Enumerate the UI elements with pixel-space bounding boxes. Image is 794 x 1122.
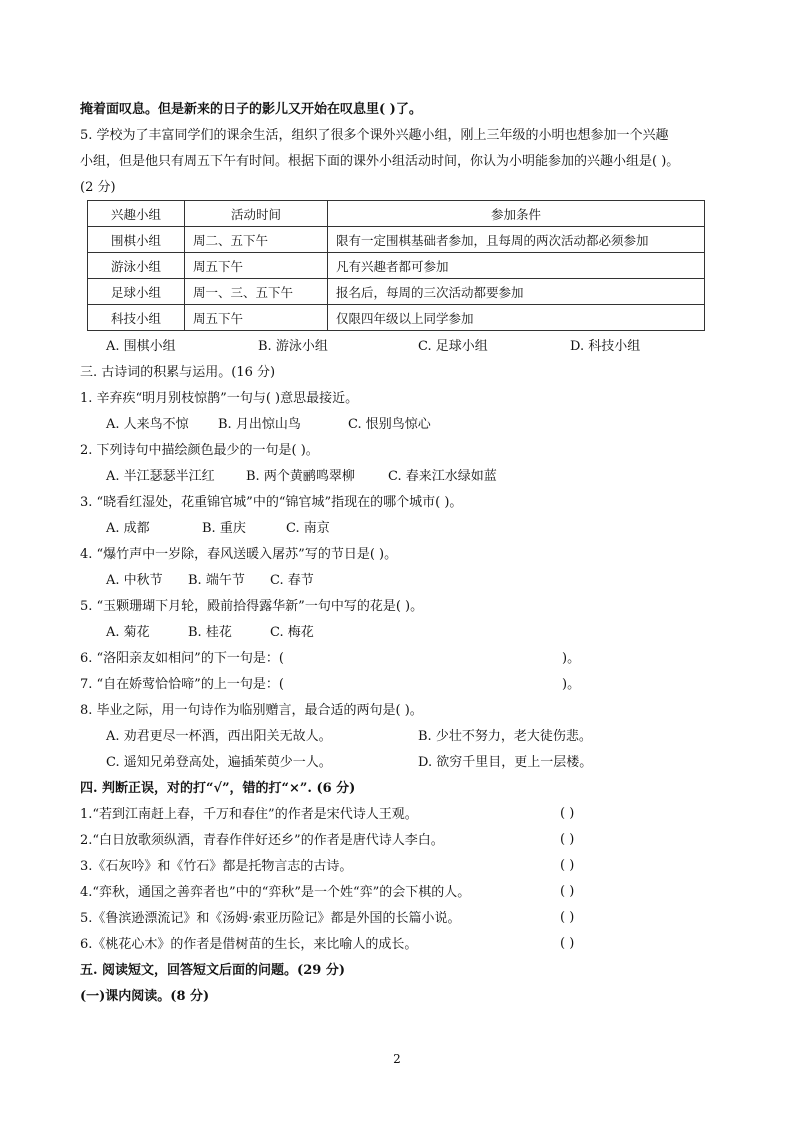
section3-title: 三. 古诗词的积累与运用。(16 分) <box>80 365 276 380</box>
table-cell: 周二、五下午 <box>185 227 328 253</box>
table-cell: 周五下午 <box>185 305 328 331</box>
s3-q8-option-c: C. 遥知兄弟登高处，遍插茱萸少一人。 <box>106 755 332 770</box>
s3-q8-option-b: B. 少壮不努力，老大徒伤悲。 <box>418 729 592 744</box>
q5-line1: 5. 学校为了丰富同学们的课余生活，组织了很多个课外兴趣小组，刚上三年级的小明也想参加一个兴趣 <box>80 128 669 143</box>
table-cell: 仅限四年级以上同学参加 <box>328 305 705 331</box>
table-cell: 周一、三、五下午 <box>185 279 328 305</box>
s4-item-3: 3.《石灰吟》和《竹石》都是托物言志的古诗。 <box>80 859 353 874</box>
s3-q1-option-a: A. 人来鸟不惊 <box>106 417 189 432</box>
s4-item-4: 4.“弈秋，通国之善弈者也”中的“弈秋”是一个姓“弈”的会下棋的人。 <box>80 885 471 900</box>
s3-q3-option-a: A. 成都 <box>106 521 150 536</box>
s3-q4-option-a: A. 中秋节 <box>106 573 163 588</box>
table-header-row <box>88 201 705 227</box>
table-cell: 报名后，每周的三次活动都要参加 <box>328 279 705 305</box>
table-cell: 围棋小组 <box>88 227 185 253</box>
s3-q1-option-b: B. 月出惊山鸟 <box>218 417 301 432</box>
intro-tail: 掩着面叹息。但是新来的日子的影儿又开始在叹息里( )了。 <box>80 102 422 117</box>
s3-q6: 6. “洛阳亲友如相问”的下一句是：( <box>80 651 284 666</box>
q5-option-b: B. 游泳小组 <box>258 339 328 354</box>
s3-q4: 4. “爆竹声中一岁除，春风送暖入屠苏”写的节日是( )。 <box>80 547 398 562</box>
q5-line3: (2 分) <box>80 180 116 195</box>
q5-option-a: A. 围棋小组 <box>106 339 176 354</box>
q5-line2: 小组，但是他只有周五下午有时间。根据下面的课外小组活动时间，你认为小明能参加的兴趣小组是( )。 <box>80 154 680 169</box>
table-header: 参加条件 <box>328 201 705 227</box>
s4-item-1: 1.“若到江南赶上春，千万和春住”的作者是宋代诗人王观。 <box>80 807 418 822</box>
table-row <box>88 227 705 253</box>
table-row <box>88 253 705 279</box>
answer-bracket[interactable]: ( ) <box>560 884 575 899</box>
s3-q2-option-a: A. 半江瑟瑟半江红 <box>106 469 215 484</box>
s3-q5: 5. “玉颗珊瑚下月轮，殿前拾得露华新”一句中写的花是( )。 <box>80 599 424 614</box>
s3-q8-option-d: D. 欲穷千里目，更上一层楼。 <box>418 755 593 770</box>
s3-q8-option-a: A. 劝君更尽一杯酒，西出阳关无故人。 <box>106 729 332 744</box>
table-cell: 限有一定围棋基础者参加，且每周的两次活动都必须参加 <box>328 227 705 253</box>
table-cell: 足球小组 <box>88 279 185 305</box>
table-cell: 凡有兴趣者都可参加 <box>328 253 705 279</box>
s3-q7: 7. “自在娇莺恰恰啼”的上一句是：( <box>80 677 284 692</box>
s3-q2-option-c: C. 春来江水绿如蓝 <box>388 469 497 484</box>
s3-q4-option-c: C. 春节 <box>270 573 314 588</box>
answer-bracket[interactable]: ( ) <box>560 910 575 925</box>
table-row <box>88 279 705 305</box>
s3-q4-option-b: B. 端午节 <box>188 573 245 588</box>
section5-subtitle: (一)课内阅读。(8 分) <box>80 989 210 1004</box>
s3-q6-end: )。 <box>562 651 581 666</box>
table-cell: 周五下午 <box>185 253 328 279</box>
answer-bracket[interactable]: ( ) <box>560 936 575 951</box>
q5-option-c: C. 足球小组 <box>418 339 488 354</box>
table-cell: 游泳小组 <box>88 253 185 279</box>
answer-bracket[interactable]: ( ) <box>560 832 575 847</box>
s3-q3-option-b: B. 重庆 <box>202 521 246 536</box>
s3-q8: 8. 毕业之际，用一句诗作为临别赠言，最合适的两句是( )。 <box>80 703 423 718</box>
table-header: 活动时间 <box>185 201 328 227</box>
answer-bracket[interactable]: ( ) <box>560 858 575 873</box>
s3-q3-option-c: C. 南京 <box>286 521 330 536</box>
s3-q2: 2. 下列诗句中描绘颜色最少的一句是( )。 <box>80 443 319 458</box>
table-cell: 科技小组 <box>88 305 185 331</box>
page-number: 2 <box>393 1052 401 1066</box>
s4-item-2: 2.“白日放歌须纵酒，青春作伴好还乡”的作者是唐代诗人李白。 <box>80 833 444 848</box>
s3-q5-option-a: A. 菊花 <box>106 625 150 640</box>
clubs-table <box>87 200 705 331</box>
s3-q1-option-c: C. 恨别鸟惊心 <box>348 417 431 432</box>
section5-title: 五. 阅读短文，回答短文后面的问题。(29 分) <box>80 963 345 978</box>
s3-q5-option-b: B. 桂花 <box>188 625 232 640</box>
s3-q3: 3. “晓看红湿处，花重锦官城”中的“锦官城”指现在的哪个城市( )。 <box>80 495 463 510</box>
s4-item-6: 6.《桃花心木》的作者是借树苗的生长，来比喻人的成长。 <box>80 937 418 952</box>
table-row <box>88 305 705 331</box>
section4-title: 四. 判断正误，对的打“√”，错的打“×”. (6 分) <box>80 781 356 796</box>
s3-q7-end: )。 <box>562 677 581 692</box>
table-header: 兴趣小组 <box>88 201 185 227</box>
s3-q1: 1. 辛弃疾“明月别枝惊鹊”一句与( )意思最接近。 <box>80 391 359 406</box>
s3-q2-option-b: B. 两个黄鹂鸣翠柳 <box>246 469 355 484</box>
answer-bracket[interactable]: ( ) <box>560 806 575 821</box>
s3-q5-option-c: C. 梅花 <box>270 625 314 640</box>
q5-option-d: D. 科技小组 <box>570 339 641 354</box>
s4-item-5: 5.《鲁滨逊漂流记》和《汤姆·索亚历险记》都是外国的长篇小说。 <box>80 911 461 926</box>
